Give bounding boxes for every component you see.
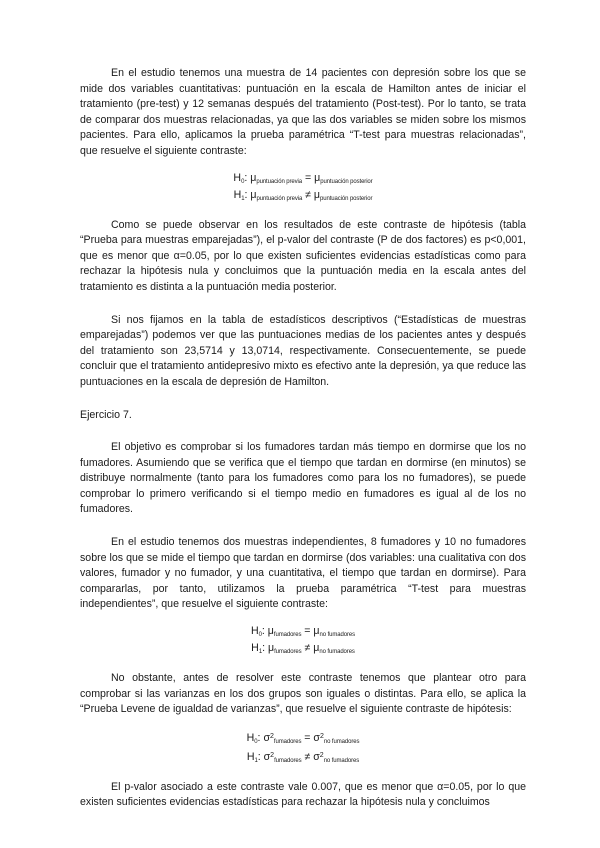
paragraph-paired-results: Como se puede observar en los resultados de este contraste de hipótesis (tabla “Prueba para muestras emparejadas”), el p-valor del contraste (P de dos factores) es p<0,001, que es menor que α=0.05, por lo que existen suficientes evidencias estadísticas como para rechazar la hipótesis nula y concluimos que la puntuación media en la escala antes del tratamiento es distinta a la puntuación media posterior. [80, 218, 526, 293]
null-hypothesis: $H_0$: $\sigma^2_{fumadores} = \sigma^2_{no fumadores}$ [246, 731, 360, 745]
paragraph-sample-description: En el estudio tenemos una muestra de 14 pacientes con depresión sobre los que se mide dos variables cuantitativas: puntuación en la escala de Hamilton antes de iniciar el tratamiento (pre-test) y 12 semanas después del tratamiento (Post-test). Por lo tanto, se trata de comparar dos muestras relacionadas, ya que las dos variables se miden sobre los mismos pacientes. Para ello, aplicamos la prueba paramétrica “T-test para muestras relacionadas”, que resuelve el siguiente contraste: [80, 67, 526, 157]
section-heading-exercise-7: Ejercicio 7. [80, 408, 132, 421]
alternative-hypothesis: $H_1$: $\sigma^2_{fumadores} \ne \sigma^2_{no fumadores}$ [246, 750, 360, 764]
formula-independent-hypotheses [80, 625, 526, 659]
formula-variance-hypotheses [80, 730, 526, 768]
paragraph-independent-samples: En el estudio tenemos dos muestras independientes, 8 fumadores y 10 no fumadores sobre los que se mide el tiempo que tardan en dormirse (dos variables: una cualitativa con dos valores, fumador y no fumador, y una cuantitativa, el tiempo que tardan en dormirse). Para compararlas, por tanto, utilizamos la prueba paramétrica “T-test para muestras independientes”, que resuelve el siguiente contraste: [80, 536, 526, 611]
alternative-hypothesis: $H_1$: $\mu_{puntuación previa} \ne \mu_{puntuación posterior}$ [233, 188, 373, 202]
formula-paired-hypotheses [80, 172, 526, 206]
paragraph-levene-result: El p-valor asociado a este contraste vale 0.007, que es menor que α=0.05, por lo que existen suficientes evidencias estadísticas para rechazar la hipótesis nula y concluimos [80, 780, 526, 809]
alternative-hypothesis: $H_1$: $\mu_{fumadores} \ne \mu_{no fumadores}$ [251, 642, 355, 656]
null-hypothesis: $H_0$: $\mu_{fumadores} = \mu_{no fumadores}$ [250, 625, 356, 639]
paragraph-objective: El objetivo es comprobar si los fumadores tardan más tiempo en dormirse que los no fumadores. Asumiendo que se verifica que el tiempo que tardan en dormirse (en minutos) se distribuye normalmente (tanto para los fumadores como para los no fumadores), se puede comprobar lo primero verificando si el tiempo medio en fumadores es igual al de los no fumadores. [80, 441, 526, 516]
paragraph-levene-intro: No obstante, antes de resolver este contraste tenemos que plantear otro para comprobar si las varianzas en los dos grupos son iguales o distintas. Para ello, se aplica la “Prueba Levene de igualdad de varianzas”, que resuelve el siguiente contraste de hipótesis: [80, 672, 526, 716]
null-hypothesis: $H_0$: $\mu_{puntuación previa} = \mu_{puntuación posterior}$ [233, 171, 373, 185]
document-body [80, 66, 526, 811]
paragraph-descriptive-stats: Si nos fijamos en la tabla de estadísticos descriptivos (“Estadísticas de muestras emparejadas”) podemos ver que las puntuaciones medias de los pacientes antes y después del tratamiento son 23,5714 y 13,0714, respectivamente. Consecuentemente, se puede concluir que el tratamiento antidepresivo mixto es efectivo ante la depresión, ya que reduce las puntuaciones en la escala de depresión de Hamilton. [80, 313, 526, 388]
